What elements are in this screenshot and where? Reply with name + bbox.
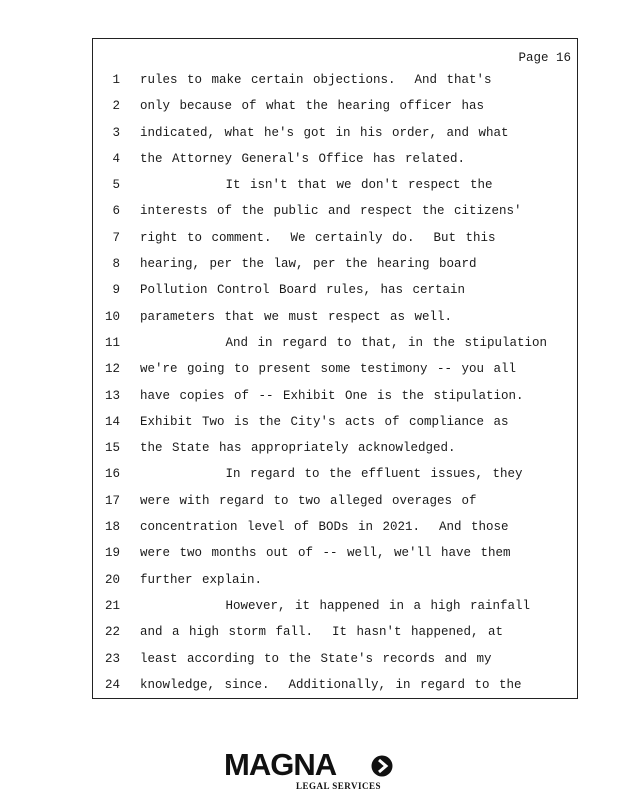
line-text: It isn't that we don't respect the: [140, 178, 493, 193]
line-text: and a high storm fall. It hasn't happened, at: [140, 625, 504, 640]
line-text: indicated, what he's got in his order, and what: [140, 125, 509, 140]
line-number: 21: [104, 598, 120, 613]
line-text: were two months out of -- well, we'll have them: [140, 546, 511, 561]
line-text: In regard to the effluent issues, they: [140, 467, 523, 482]
logo-wordmark: MAGNA: [224, 747, 337, 782]
line-text: knowledge, since. Additionally, in regard to the: [140, 677, 522, 692]
line-number: 11: [104, 335, 120, 350]
line-text: Pollution Control Board rules, has certain: [140, 283, 466, 298]
line-number: 1: [112, 73, 120, 87]
transcript-line: [93, 198, 577, 224]
transcript-page: [92, 38, 578, 699]
transcript-line: [93, 304, 577, 330]
transcript-line: [93, 593, 577, 619]
transcript-line: [93, 277, 577, 303]
line-number: 20: [104, 572, 120, 587]
transcript-line: [93, 646, 577, 672]
line-number: 16: [104, 467, 120, 482]
transcript-line: [93, 514, 577, 540]
line-number: 7: [112, 230, 120, 245]
transcript-line: [93, 672, 577, 698]
line-text: hearing, per the law, per the hearing board: [140, 257, 477, 272]
transcript-line: [93, 383, 577, 409]
line-text: the State has appropriately acknowledged.: [140, 441, 456, 456]
line-text: have copies of -- Exhibit One is the stipulation.: [140, 388, 524, 403]
line-text: parameters that we must respect as well.: [140, 309, 453, 324]
transcript-line: [93, 225, 577, 251]
transcript-line: [93, 356, 577, 382]
transcript-line: [93, 540, 577, 566]
line-number: 6: [112, 204, 120, 219]
line-number: 23: [104, 651, 120, 666]
line-number: 14: [104, 414, 120, 429]
line-text: And in regard to that, in the stipulation: [140, 335, 548, 350]
line-number: 2: [112, 99, 120, 114]
line-text: interests of the public and respect the citizens': [140, 204, 522, 219]
line-number: 18: [104, 520, 120, 535]
line-text: rules to make certain objections. And that's: [140, 73, 492, 87]
line-number: 22: [104, 625, 120, 640]
transcript-line: [93, 488, 577, 514]
transcript-line: [93, 330, 577, 356]
transcript-line: [93, 120, 577, 146]
transcript-line: [93, 435, 577, 461]
line-text: right to comment. We certainly do. But this: [140, 230, 496, 245]
line-text: were with regard to two alleged overages of: [140, 493, 477, 508]
line-text: concentration level of BODs in 2021. And those: [140, 520, 509, 535]
transcript-line: [93, 409, 577, 435]
magna-logo: [224, 748, 396, 792]
line-number: 10: [104, 309, 120, 324]
line-number: 17: [104, 493, 120, 508]
transcript-line: [93, 146, 577, 172]
arrow-circle-icon: [371, 755, 393, 777]
transcript-line: [93, 172, 577, 198]
logo-subtitle: LEGAL SERVICES: [296, 781, 381, 791]
line-number: 4: [112, 151, 120, 166]
line-text: only because of what the hearing officer has: [140, 99, 485, 114]
line-text: least according to the State's records and my: [140, 651, 492, 666]
line-text: However, it happened in a high rainfall: [140, 598, 531, 613]
line-number: 24: [104, 677, 120, 692]
transcript-line: [93, 619, 577, 645]
line-number: 9: [112, 283, 120, 298]
transcript-lines: [93, 67, 577, 698]
line-text: Exhibit Two is the City's acts of compliance as: [140, 414, 509, 429]
line-text: we're going to present some testimony -- you all: [140, 362, 517, 377]
transcript-line: [93, 93, 577, 119]
line-text: further explain.: [140, 572, 263, 587]
page-number: Page 16: [518, 51, 571, 65]
line-number: 12: [104, 362, 120, 377]
line-number: 3: [112, 125, 120, 140]
line-number: 13: [104, 388, 120, 403]
line-number: 19: [104, 546, 120, 561]
transcript-line: [93, 461, 577, 487]
line-number: 15: [104, 441, 120, 456]
transcript-line: [93, 67, 577, 93]
transcript-line: [93, 251, 577, 277]
line-number: 5: [112, 178, 120, 193]
line-number: 8: [112, 257, 120, 272]
line-text: the Attorney General's Office has related.: [140, 151, 466, 166]
transcript-line: [93, 567, 577, 593]
